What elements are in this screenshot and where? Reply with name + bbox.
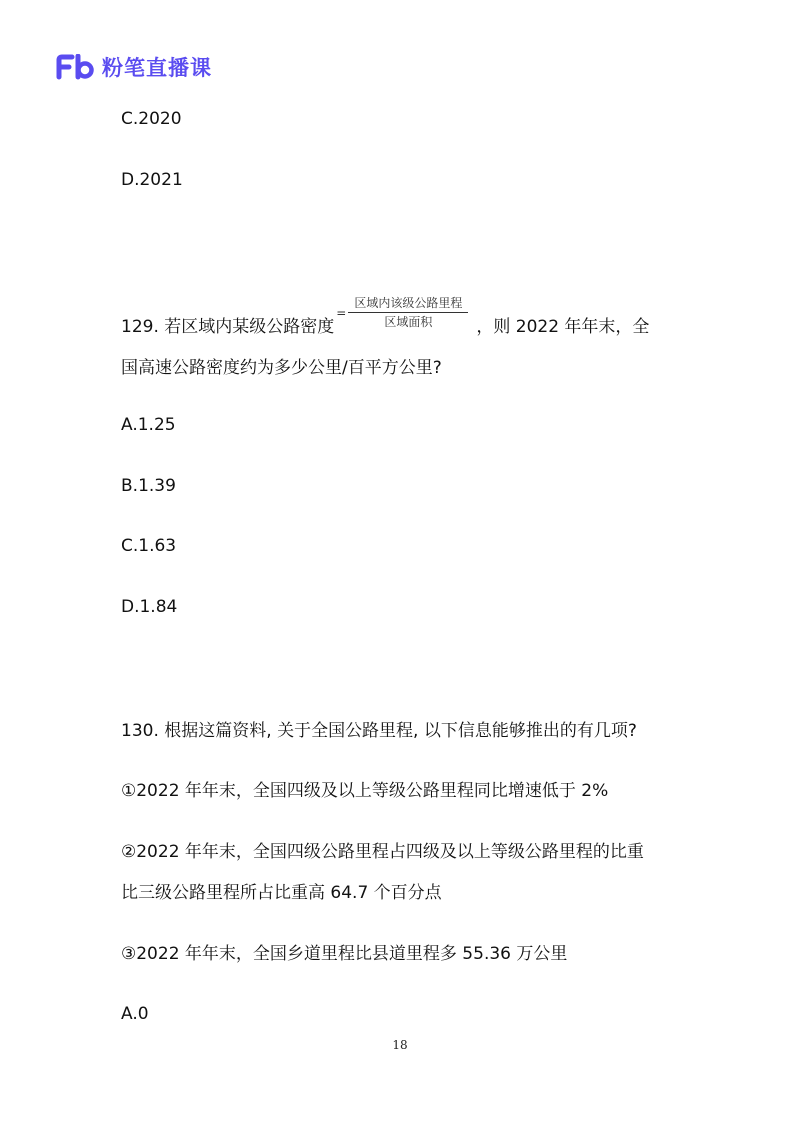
q129-option-d: D.1.84: [121, 597, 178, 617]
fraction-numerator: 区域内该级公路里程: [348, 295, 468, 313]
q129-stem-line1: [121, 296, 650, 344]
brand-name: 粉笔直播课: [102, 56, 212, 80]
brand-header: [56, 52, 212, 82]
density-formula: [336, 295, 468, 330]
q130-stem: 130. 根据这篇资料, 关于全国公路里程, 以下信息能够推出的有几项?: [121, 721, 637, 741]
q129-option-c: C.1.63: [121, 536, 177, 556]
q128-option-d: D.2021: [121, 170, 183, 190]
q130-item-1: ①2022 年年末，全国四级及以上等级公路里程同比增速低于 2%: [121, 781, 609, 801]
q130-item-2-line2: 比三级公路里程所占比重高 64.7 个百分点: [121, 883, 442, 903]
q128-option-c: C.2020: [121, 109, 182, 129]
q130-item-2-line1: ②2022 年年末，全国四级公路里程占四级及以上等级公路里程的比重: [121, 842, 644, 862]
formula-fraction: [348, 295, 468, 330]
q129-option-b: B.1.39: [121, 476, 176, 496]
q129-stem-line2: 国高速公路密度约为多少公里/百平方公里?: [121, 358, 442, 378]
fraction-denominator: 区域面积: [384, 315, 433, 329]
equals-sign: =: [336, 305, 347, 320]
q129-stem-prefix: 129. 若区域内某级公路密度: [121, 316, 335, 337]
q130-option-a: A.0: [121, 1004, 149, 1024]
fenbi-logo-icon: [56, 54, 96, 80]
q130-item-3: ③2022 年年末，全国乡道里程比县道里程多 55.36 万公里: [121, 944, 568, 964]
q129-option-a: A.1.25: [121, 415, 176, 435]
page-number: 18: [392, 1038, 408, 1052]
q129-stem-suffix: ，则 2022 年年末，全: [476, 316, 650, 337]
